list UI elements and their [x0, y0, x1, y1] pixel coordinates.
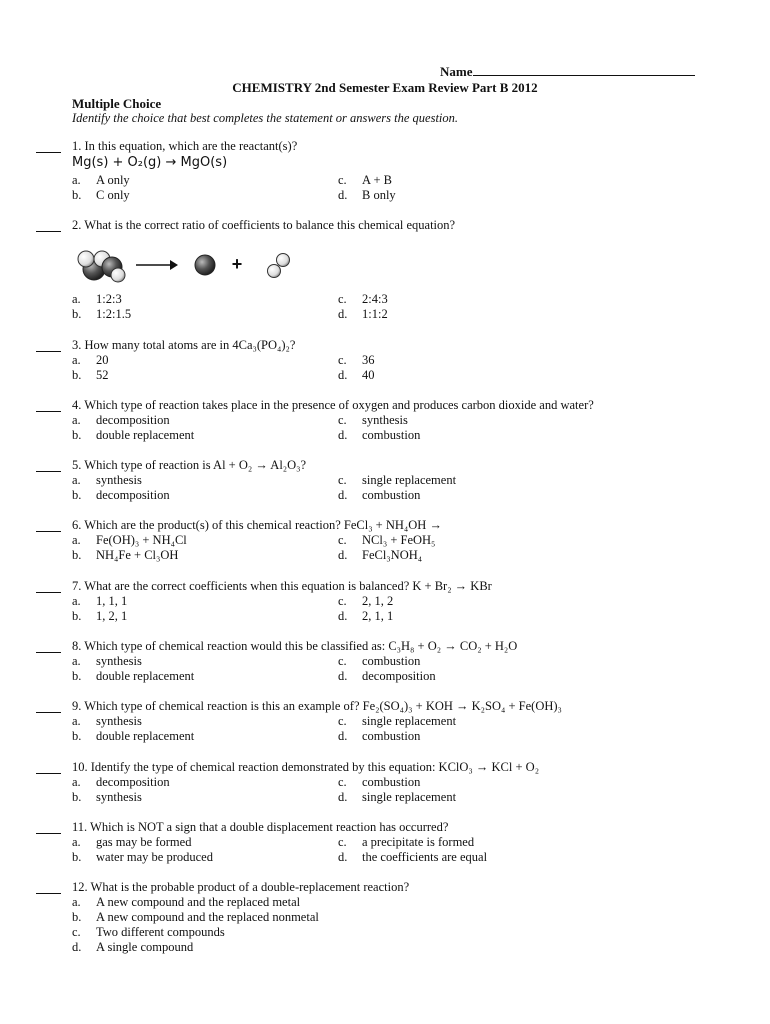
choice-letter: d.: [72, 940, 82, 954]
choice-letter: b.: [72, 609, 82, 623]
choice-letter: b.: [72, 729, 82, 743]
choice-letter: b.: [72, 790, 82, 804]
question-1-equation: Mg(s) + O₂(g) → MgO(s): [72, 155, 228, 170]
q7-choice-d: 2, 1, 1: [362, 609, 394, 623]
q1-choice-c: A + B: [362, 173, 392, 187]
choice-letter: c.: [338, 473, 347, 487]
q4-choice-a: decomposition: [96, 413, 170, 427]
q3-choice-d: 40: [362, 368, 375, 382]
choice-letter: d.: [338, 669, 348, 683]
choice-letter: c.: [338, 775, 347, 789]
q8-choice-b: double replacement: [96, 669, 195, 683]
q10-choice-a: decomposition: [96, 775, 170, 789]
q11-choice-a: gas may be formed: [96, 835, 192, 849]
answer-blank-1[interactable]: [36, 151, 61, 153]
q5-choice-b: decomposition: [96, 488, 170, 502]
choice-letter: a.: [72, 835, 81, 849]
choice-letter: c.: [338, 835, 347, 849]
answer-blank-4[interactable]: [36, 410, 61, 412]
choice-letter: b.: [72, 669, 82, 683]
choice-letter: d.: [338, 368, 348, 382]
q1-choice-b: C only: [96, 188, 130, 202]
q2-choice-d: 1:1:2: [362, 307, 388, 321]
q4-choice-c: synthesis: [362, 413, 408, 427]
name-blank-line[interactable]: [473, 63, 695, 76]
answer-blank-5[interactable]: [36, 470, 61, 472]
answer-blank-7[interactable]: [36, 591, 61, 593]
q3-choice-b: 52: [96, 368, 109, 382]
q7-choice-b: 1, 2, 1: [96, 609, 128, 623]
q2-choice-c: 2:4:3: [362, 292, 388, 306]
question-6-text: 6. Which are the product(s) of this chemical reaction? FeCl₃ + NH₄OH →: [72, 518, 442, 532]
q6-choice-a: Fe(OH)₃ + NH₄Cl: [96, 533, 187, 547]
q10-choice-c: combustion: [362, 775, 421, 789]
choice-letter: c.: [338, 292, 347, 306]
question-12-text: 12. What is the probable product of a double-replacement reaction?: [72, 880, 410, 894]
reaction-arrow-icon: [136, 260, 178, 270]
choice-letter: d.: [338, 609, 348, 623]
section-heading: Multiple Choice: [72, 96, 162, 111]
choice-letter: c.: [338, 654, 347, 668]
q8-choice-a: synthesis: [96, 654, 142, 668]
q9-choice-c: single replacement: [362, 714, 457, 728]
q11-choice-c: a precipitate is formed: [362, 835, 475, 849]
choice-letter: a.: [72, 775, 81, 789]
q3-choice-a: 20: [96, 353, 109, 367]
q4-choice-d: combustion: [362, 428, 421, 442]
answer-blank-10[interactable]: [36, 772, 61, 774]
choice-letter: a.: [72, 533, 81, 547]
q6-choice-d: FeCl₃NOH₄: [362, 548, 423, 562]
q9-choice-a: synthesis: [96, 714, 142, 728]
choice-letter: a.: [72, 895, 81, 909]
question-7-text: 7. What are the correct coefficients when this equation is balanced? K + Br₂ → KBr: [72, 579, 492, 593]
molecule-reaction-diagram: [72, 245, 302, 287]
q6-choice-b: NH₄Fe + Cl₃OH: [96, 548, 179, 562]
answer-blank-2[interactable]: [36, 230, 61, 232]
q12-choice-a: A new compound and the replaced metal: [96, 895, 301, 909]
choice-letter: d.: [338, 488, 348, 502]
q12-choice-d: A single compound: [96, 940, 194, 954]
answer-blank-3[interactable]: [36, 350, 61, 352]
product-diatomic-molecule: [268, 254, 290, 278]
choice-letter: b.: [72, 368, 82, 382]
answer-blank-11[interactable]: [36, 832, 61, 834]
choice-letter: c.: [338, 413, 347, 427]
choice-letter: c.: [338, 533, 347, 547]
choice-letter: b.: [72, 548, 82, 562]
choice-letter: d.: [338, 790, 348, 804]
q10-choice-b: synthesis: [96, 790, 142, 804]
reactant-molecule: [78, 251, 125, 282]
choice-letter: c.: [338, 353, 347, 367]
q11-choice-d: the coefficients are equal: [362, 850, 488, 864]
q3-choice-c: 36: [362, 353, 375, 367]
choice-letter: c.: [338, 173, 347, 187]
question-2-text: 2. What is the correct ratio of coefficients to balance this chemical equation?: [72, 218, 456, 232]
answer-blank-9[interactable]: [36, 711, 61, 713]
plus-sign: +: [231, 254, 243, 274]
q7-choice-c: 2, 1, 2: [362, 594, 394, 608]
choice-letter: a.: [72, 173, 81, 187]
choice-letter: d.: [338, 729, 348, 743]
q5-choice-a: synthesis: [96, 473, 142, 487]
exam-title: CHEMISTRY 2nd Semester Exam Review Part B 2012: [232, 80, 538, 95]
q9-choice-d: combustion: [362, 729, 421, 743]
q5-choice-d: combustion: [362, 488, 421, 502]
question-4-text: 4. Which type of reaction takes place in the presence of oxygen and produces carbon dioxide and water?: [72, 398, 594, 412]
q5-choice-c: single replacement: [362, 473, 457, 487]
q10-choice-d: single replacement: [362, 790, 457, 804]
answer-blank-8[interactable]: [36, 651, 61, 653]
q1-choice-d: B only: [362, 188, 396, 202]
q4-choice-b: double replacement: [96, 428, 195, 442]
question-1-text: 1. In this equation, which are the reactant(s)?: [72, 139, 298, 153]
q6-choice-c: NCl₃ + FeOH₅: [362, 533, 436, 547]
choice-letter: d.: [338, 850, 348, 864]
q8-choice-c: combustion: [362, 654, 421, 668]
choice-letter: d.: [338, 428, 348, 442]
choice-letter: a.: [72, 292, 81, 306]
choice-letter: b.: [72, 428, 82, 442]
q12-choice-b: A new compound and the replaced nonmetal: [96, 910, 319, 924]
choice-letter: d.: [338, 188, 348, 202]
choice-letter: c.: [338, 594, 347, 608]
choice-letter: a.: [72, 473, 81, 487]
instructions: Identify the choice that best completes the statement or answers the question.: [72, 111, 459, 125]
choice-letter: c.: [338, 714, 347, 728]
choice-letter: b.: [72, 307, 82, 321]
question-3-text: 3. How many total atoms are in 4Ca₃(PO₄)₂?: [72, 338, 296, 352]
question-8-text: 8. Which type of chemical reaction would this be classified as: C₃H₈ + O₂ → CO₂ + H₂O: [72, 639, 518, 653]
answer-blank-12[interactable]: [36, 892, 61, 894]
q1-choice-a: A only: [96, 173, 130, 187]
question-5-text: 5. Which type of reaction is Al + O₂ → Al₂O₃?: [72, 458, 307, 472]
product-atom: [195, 255, 215, 275]
choice-letter: b.: [72, 188, 82, 202]
choice-letter: c.: [72, 925, 81, 939]
q11-choice-b: water may be produced: [96, 850, 213, 864]
q8-choice-d: decomposition: [362, 669, 436, 683]
answer-blank-6[interactable]: [36, 530, 61, 532]
choice-letter: a.: [72, 714, 81, 728]
choice-letter: a.: [72, 353, 81, 367]
question-9-text: 9. Which type of chemical reaction is this an example of? Fe₂(SO₄)₃ + KOH → K₂SO₄ + Fe(OH)₃: [72, 699, 562, 713]
name-label: Name: [440, 64, 473, 79]
choice-letter: b.: [72, 850, 82, 864]
choice-letter: a.: [72, 594, 81, 608]
q9-choice-b: double replacement: [96, 729, 195, 743]
q7-choice-a: 1, 1, 1: [96, 594, 128, 608]
q2-choice-a: 1:2:3: [96, 292, 122, 306]
choice-letter: b.: [72, 488, 82, 502]
choice-letter: a.: [72, 413, 81, 427]
q12-choice-c: Two different compounds: [96, 925, 225, 939]
q2-choice-b: 1:2:1.5: [96, 307, 132, 321]
choice-letter: a.: [72, 654, 81, 668]
choice-letter: b.: [72, 910, 82, 924]
question-11-text: 11. Which is NOT a sign that a double displacement reaction has occurred?: [72, 820, 449, 834]
choice-letter: d.: [338, 307, 348, 321]
choice-letter: d.: [338, 548, 348, 562]
question-10-text: 10. Identify the type of chemical reaction demonstrated by this equation: KClO₃ → KCl + O₂: [72, 760, 540, 774]
name-field[interactable]: [440, 63, 695, 79]
